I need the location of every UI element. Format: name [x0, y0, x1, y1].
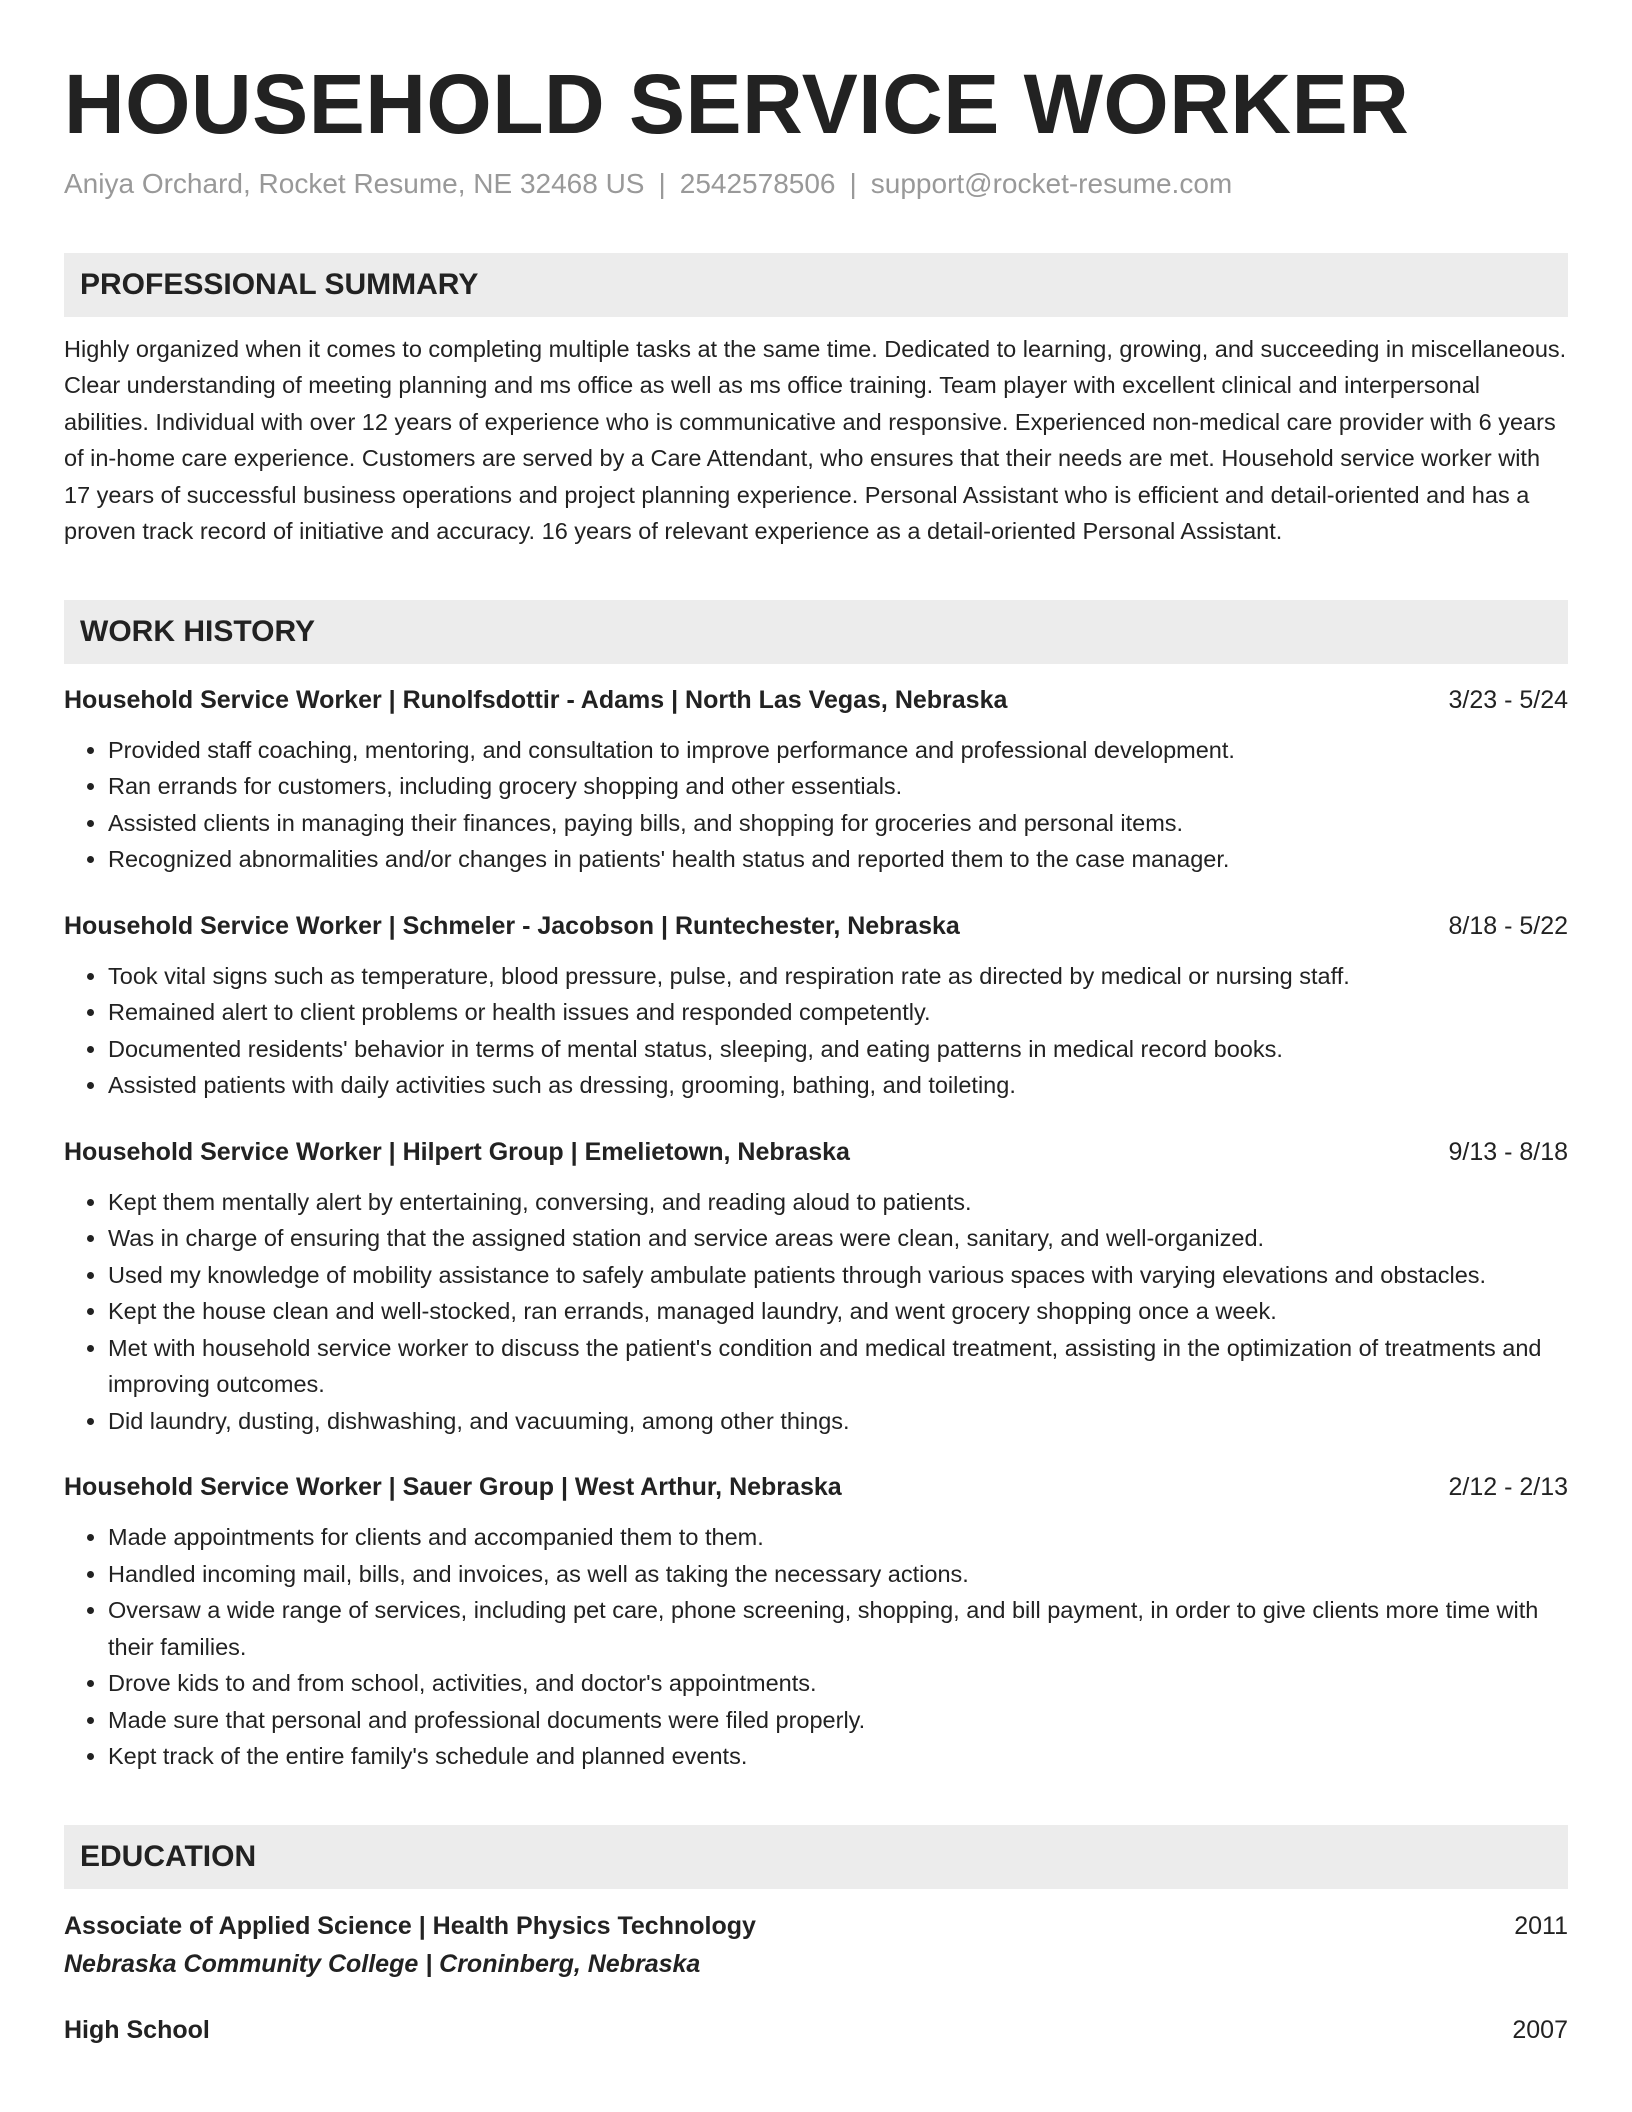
job-bullet: • Kept the house clean and well-stocked, ran errands, managed laundry, and went grocery shopping once a week.	[108, 1293, 1568, 1330]
education-degree: Associate of Applied Science | Health Physics Technology	[64, 1911, 756, 1940]
education-year: 2011	[1514, 1911, 1568, 1940]
education-year: 2007	[1512, 2015, 1568, 2044]
education-degree: High School	[64, 2015, 210, 2044]
summary-text: Highly organized when it comes to completing multiple tasks at the same time. Dedicated to learning, growing, and succeeding in miscellaneous. Clear understanding of meeting planning and ms office as well as ms office training. Team player with excellent clinical and interpersonal abilities. Individual with over 12 years of experience who is communicative and responsive. Experienced non-medical care provider with 6 years of in-home care experience. Customers are served by a Care Attendant, who ensures that their needs are met. Household service worker with 17 years of successful business operations and project planning experience. Personal Assistant who is efficient and detail-oriented and has a proven track record of initiative and accuracy. 16 years of relevant experience as a detail-oriented Personal Assistant.	[64, 335, 1567, 545]
work-history-list	[64, 682, 1568, 1775]
job-dates: 2/12 - 2/13	[1448, 1473, 1568, 1502]
contact-email: support@rocket-resume.com	[870, 168, 1233, 200]
job-bullet: • Made sure that personal and professional documents were filed properly.	[108, 1702, 1568, 1739]
job-entry	[64, 682, 1568, 878]
contact-line	[64, 166, 1568, 202]
job-bullet: • Provided staff coaching, mentoring, and consultation to improve performance and professional development.	[108, 732, 1568, 769]
job-title: Household Service Worker | Sauer Group | West Arthur, Nebraska	[64, 1473, 842, 1502]
job-header	[64, 1134, 1568, 1170]
job-bullet: • Used my knowledge of mobility assistance to safely ambulate patients through various spaces with varying elevations and obstacles.	[108, 1257, 1568, 1294]
job-bullet: • Oversaw a wide range of services, including pet care, phone screening, shopping, and bill payment, in order to give clients more time with their families.	[108, 1592, 1568, 1665]
job-bullet-list	[64, 958, 1568, 1104]
job-bullet: • Assisted clients in managing their finances, paying bills, and shopping for groceries and personal items.	[108, 805, 1568, 842]
job-title: Household Service Worker | Hilpert Group | Emelietown, Nebraska	[64, 1137, 850, 1166]
job-bullet: • Handled incoming mail, bills, and invoices, as well as taking the necessary actions.	[108, 1556, 1568, 1593]
job-header	[64, 908, 1568, 944]
job-bullet: • Assisted patients with daily activities such as dressing, grooming, bathing, and toileting.	[108, 1067, 1568, 1104]
job-header	[64, 1469, 1568, 1505]
education-entry	[64, 1907, 1568, 1983]
job-bullet: • Was in charge of ensuring that the assigned station and service areas were clean, sanitary, and well-organized.	[108, 1220, 1568, 1257]
job-dates: 9/13 - 8/18	[1448, 1137, 1568, 1166]
job-entry	[64, 908, 1568, 1104]
education-header	[64, 1907, 1568, 1945]
resume-title: HOUSEHOLD SERVICE WORKER	[64, 57, 1410, 151]
job-title: Household Service Worker | Schmeler - Jacobson | Runtechester, Nebraska	[64, 911, 960, 940]
education-school: Nebraska Community College | Croninberg, Nebraska	[64, 1949, 701, 1978]
job-bullet-list	[64, 1519, 1568, 1775]
job-bullet: • Ran errands for customers, including grocery shopping and other essentials.	[108, 768, 1568, 805]
education-entry	[64, 2011, 1568, 2049]
job-bullet: • Drove kids to and from school, activities, and doctor's appointments.	[108, 1665, 1568, 1702]
contact-address: Aniya Orchard, Rocket Resume, NE 32468 US	[64, 168, 645, 200]
job-entry	[64, 1469, 1568, 1775]
education-header	[64, 2011, 1568, 2049]
job-bullet: • Documented residents' behavior in terms of mental status, sleeping, and eating patterns in medical record books.	[108, 1031, 1568, 1068]
job-bullet-list	[64, 1184, 1568, 1440]
job-header	[64, 682, 1568, 718]
contact-phone: 2542578506	[679, 168, 836, 200]
section-header-summary: PROFESSIONAL SUMMARY	[64, 253, 1568, 317]
job-bullet: • Kept them mentally alert by entertaining, conversing, and reading aloud to patients.	[108, 1184, 1568, 1221]
job-bullet: • Took vital signs such as temperature, blood pressure, pulse, and respiration rate as directed by medical or nursing staff.	[108, 958, 1568, 995]
job-bullet: • Did laundry, dusting, dishwashing, and vacuuming, among other things.	[108, 1403, 1568, 1440]
job-dates: 3/23 - 5/24	[1448, 685, 1568, 714]
job-bullet: • Met with household service worker to discuss the patient's condition and medical treatment, assisting in the optimization of treatments and improving outcomes.	[108, 1330, 1568, 1403]
job-bullet: • Kept track of the entire family's schedule and planned events.	[108, 1738, 1568, 1775]
job-dates: 8/18 - 5/22	[1448, 911, 1568, 940]
job-bullet: • Made appointments for clients and accompanied them to them.	[108, 1519, 1568, 1556]
contact-separator: |	[658, 168, 666, 200]
job-entry	[64, 1134, 1568, 1440]
contact-separator: |	[849, 168, 857, 200]
section-header-education: EDUCATION	[64, 1825, 1568, 1889]
job-bullet: • Remained alert to client problems or health issues and responded competently.	[108, 994, 1568, 1031]
job-title: Household Service Worker | Runolfsdottir - Adams | North Las Vegas, Nebraska	[64, 685, 1008, 714]
job-bullet: • Recognized abnormalities and/or changes in patients' health status and reported them to the case manager.	[108, 841, 1568, 878]
education-list	[64, 1907, 1568, 2049]
section-header-work-history: WORK HISTORY	[64, 600, 1568, 664]
job-bullet-list	[64, 732, 1568, 878]
